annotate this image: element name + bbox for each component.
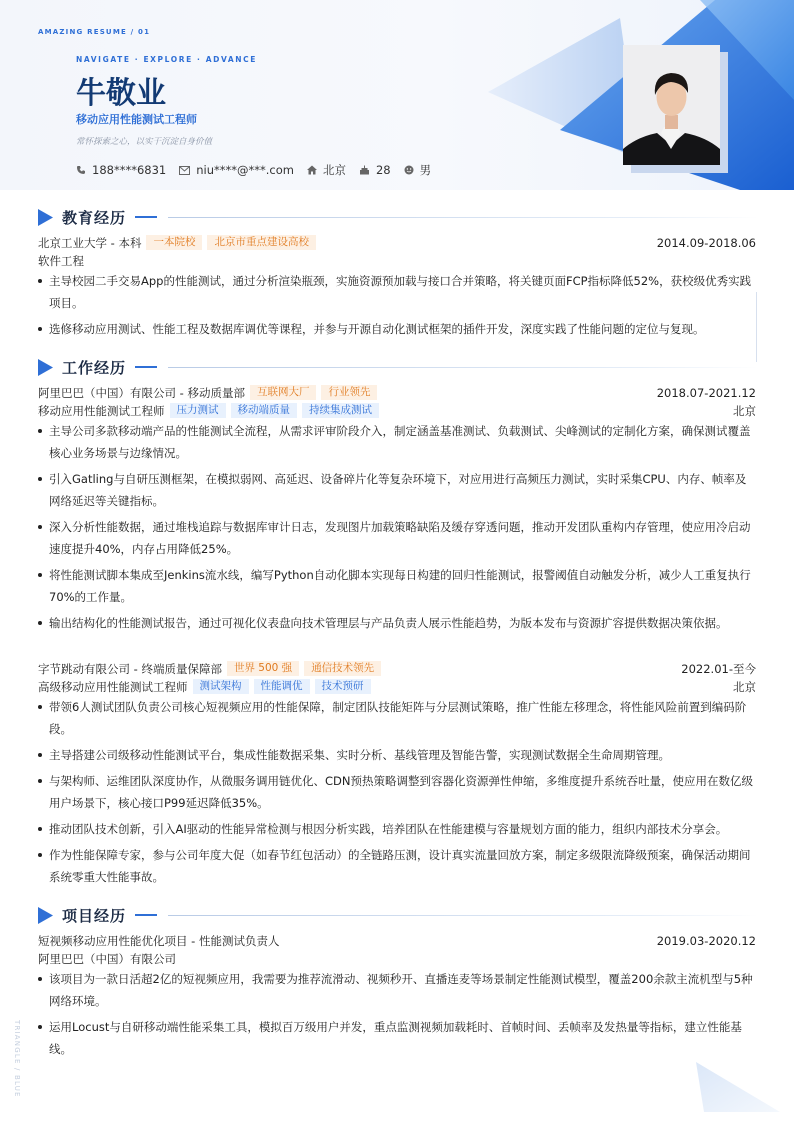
list-item: 与架构师、运维团队深度协作，从微服务调用链优化、CDN预热策略调整到容器化资源弹性伸缩，多维度提升系统吞吐量，使应用在数亿级用户场景下，核心接口P99延迟降低35%。 <box>38 770 756 814</box>
candidate-name: 牛敬业 <box>76 76 166 111</box>
location-text: 北京 <box>322 163 346 177</box>
role-tag: 持续集成测试 <box>302 403 379 418</box>
job-role: 高级移动应用性能测试工程师 <box>38 679 188 694</box>
list-item: 引入Gatling与自研压测框架，在模拟弱网、高延迟、设备碎片化等复杂环境下，对应用进行高频压力测试，实时采集CPU、内存、帧率及网络延迟等关键指标。 <box>38 468 756 512</box>
role-tag: 技术预研 <box>315 679 371 694</box>
triangle-bullet-icon <box>38 359 53 376</box>
section-dash <box>135 366 157 368</box>
section-title: 工作经历 <box>62 358 127 377</box>
project-name: 短视频移动应用性能优化项目 - 性能测试负责人 <box>38 933 280 948</box>
job-date: 2018.07-2021.12 <box>656 385 756 400</box>
list-item: 深入分析性能数据，通过堆栈追踪与数据库审计日志，发现图片加载策略缺陷及缓存穿透问题，推动开发团队重构内存管理，使应用冷启动速度提升40%，内存占用降低25%。 <box>38 516 756 560</box>
job-role: 移动应用性能测试工程师 <box>38 403 165 418</box>
section-dash <box>135 914 157 916</box>
section-rule <box>168 367 758 368</box>
list-item: 主导公司多款移动端产品的性能测试全流程，从需求评审阶段介入，制定涵盖基准测试、负载测试、尖峰测试的定制化方案，确保测试覆盖核心业务场景与边缘情况。 <box>38 420 756 464</box>
contact-location <box>307 162 346 178</box>
profile-photo <box>623 45 720 165</box>
list-item: 该项目为一款日活超2亿的短视频应用，我需要为推荐流滑动、视频秒开、直播连麦等场景制定性能测试模型，覆盖200余款主流机型与5种网络环境。 <box>38 968 756 1012</box>
company-tag: 通信技术领先 <box>304 661 381 676</box>
section-rule <box>168 915 758 916</box>
section-rule <box>168 217 758 218</box>
job-title: 移动应用性能测试工程师 <box>76 113 197 126</box>
list-item: 运用Locust与自研移动端性能采集工具，模拟百万级用户并发，重点监测视频加载耗时、首帧时间、丢帧率及发热量等指标，建立性能基线。 <box>38 1016 756 1060</box>
smile-icon <box>404 165 414 175</box>
section-dash <box>135 216 157 218</box>
role-tag: 移动端质量 <box>231 403 298 418</box>
job-date: 2022.01-至今 <box>681 661 756 676</box>
school-line: 北京工业大学 - 本科 <box>38 235 142 250</box>
list-item: 作为性能保障专家，参与公司年度大促（如春节红包活动）的全链路压测，设计真实流量回放方案，制定多级限流降级预案，确保活动期间系统零重大性能事故。 <box>38 844 756 888</box>
list-item: 将性能测试脚本集成至Jenkins流水线，编写Python自动化脚本实现每日构建的回归性能测试，报警阈值自动触发分析，减少人工重复执行70%的工作量。 <box>38 564 756 608</box>
contact-list <box>76 162 444 178</box>
major: 软件工程 <box>38 253 84 268</box>
job-role-row <box>38 678 756 695</box>
contact-age <box>359 163 391 177</box>
triangle-bullet-icon <box>38 907 53 924</box>
school-tag: 北京市重点建设高校 <box>207 235 316 250</box>
project-org: 阿里巴巴（中国）有限公司 <box>38 951 176 966</box>
list-item: 主导校园二手交易App的性能测试，通过分析渲染瓶颈，实施资源预加载与接口合并策略，将关键页面FCP指标降低52%，获校级优秀实践项目。 <box>38 270 756 314</box>
footer-triangle-decoration <box>690 1060 794 1123</box>
list-item: 主导搭建公司级移动性能测试平台，集成性能数据采集、实时分析、基线管理及智能告警，实现测试数据全生命周期管理。 <box>38 744 756 766</box>
age-text: 28 <box>375 163 391 177</box>
company-name: 阿里巴巴（中国）有限公司 - 移动质量部 <box>38 385 245 400</box>
top-tag: AMAZING RESUME / 01 <box>38 28 151 36</box>
project-date: 2019.03-2020.12 <box>656 933 756 948</box>
mail-icon <box>179 166 190 175</box>
triangle-bullet-icon <box>38 209 53 226</box>
education-date: 2014.09-2018.06 <box>656 235 756 250</box>
education-major-row <box>38 252 756 269</box>
tagline: NAVIGATE · EXPLORE · ADVANCE <box>76 55 257 64</box>
company-name: 字节跳动有限公司 - 终端质量保障部 <box>38 661 222 676</box>
job-city: 北京 <box>733 679 756 694</box>
company-tag: 行业领先 <box>321 385 377 400</box>
list-item: 选修移动应用测试、性能工程及数据库调优等课程，并参与开源自动化测试框架的插件开发，深度实践了性能问题的定位与复现。 <box>38 318 756 340</box>
email-text: niu****@***.com <box>196 163 294 177</box>
section-projects <box>38 905 758 925</box>
job-company-row <box>38 384 756 401</box>
section-title: 项目经历 <box>62 906 127 925</box>
list-item: 带领6人测试团队负责公司核心短视频应用的性能保障，制定团队技能矩阵与分层测试策略，推广性能左移理念，将性能风险前置到编码阶段。 <box>38 696 756 740</box>
job-role-row <box>38 402 756 419</box>
company-tag: 互联网大厂 <box>250 385 317 400</box>
job-bullets <box>38 420 756 638</box>
education-bullets <box>38 270 756 344</box>
project-org-row <box>38 950 756 967</box>
contact-gender <box>404 162 432 178</box>
side-label: TRIANGLE / BLUE <box>13 1020 21 1098</box>
side-divider <box>756 292 757 362</box>
section-work <box>38 357 758 377</box>
section-education <box>38 207 758 227</box>
list-item: 推动团队技术创新，引入AI驱动的性能异常检测与根因分析实践，培养团队在性能建模与容量规划方面的能力，组织内部技术分享会。 <box>38 818 756 840</box>
motto: 常怀探索之心，以实干沉淀自身价值 <box>76 137 213 147</box>
education-header-row <box>38 234 756 251</box>
project-header-row <box>38 932 756 949</box>
list-item: 输出结构化的性能测试报告，通过可视化仪表盘向技术管理层与产品负责人展示性能趋势，为版本发布与资源扩容提供数据决策依据。 <box>38 612 756 634</box>
portrait-icon <box>623 45 720 165</box>
contact-email <box>179 163 294 177</box>
contact-phone <box>76 163 166 177</box>
company-tag: 世界 500 强 <box>227 661 299 676</box>
job-company-row <box>38 660 756 677</box>
resume-header <box>0 0 794 190</box>
role-tag: 测试架构 <box>193 679 249 694</box>
job-bullets <box>38 696 756 892</box>
gender-text: 男 <box>419 163 432 177</box>
phone-text: 188****6831 <box>92 163 167 177</box>
school-tag: 一本院校 <box>146 235 202 250</box>
phone-icon <box>76 165 86 175</box>
cake-icon <box>359 165 370 175</box>
home-icon <box>307 165 317 175</box>
job-city: 北京 <box>733 403 756 418</box>
section-title: 教育经历 <box>62 208 127 227</box>
role-tag: 性能调优 <box>254 679 310 694</box>
project-bullets <box>38 968 756 1064</box>
role-tag: 压力测试 <box>170 403 226 418</box>
